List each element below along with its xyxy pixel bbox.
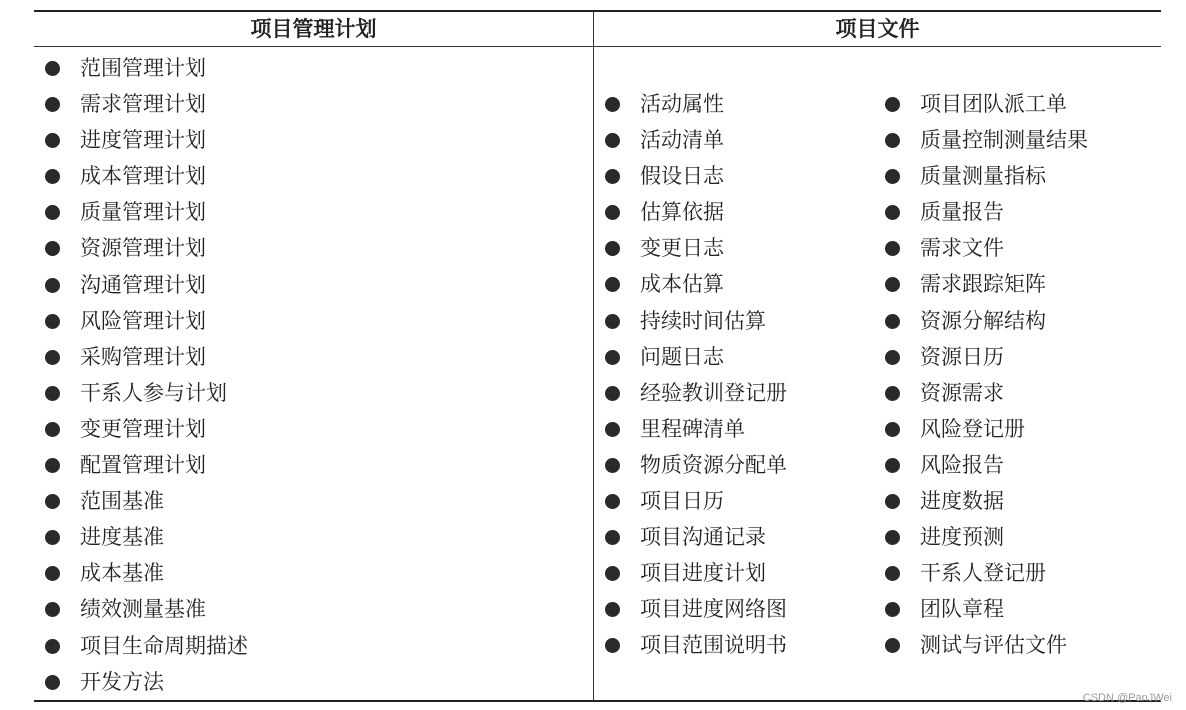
- bullet-icon: [45, 530, 60, 545]
- list-item-label: 需求跟踪矩阵: [920, 272, 1046, 297]
- list-item-label: 范围管理计划: [80, 56, 206, 80]
- list-item-label: 进度数据: [920, 489, 1004, 514]
- bullet-icon: [605, 458, 620, 473]
- list-item-label: 资源日历: [920, 344, 1004, 369]
- list-item-label: 活动属性: [640, 92, 724, 116]
- bullet-icon: [885, 638, 900, 653]
- bullet-icon: [45, 61, 60, 76]
- bullet-icon: [45, 241, 60, 256]
- list-item-label: 风险管理计划: [80, 308, 206, 333]
- bullet-icon: [45, 97, 60, 112]
- bullet-icon: [605, 314, 620, 329]
- bullet-icon: [605, 350, 620, 365]
- bullet-icon: [45, 602, 60, 617]
- list-item-label: 成本管理计划: [80, 164, 206, 189]
- bullet-icon: [605, 602, 620, 617]
- bullet-icon: [885, 277, 900, 292]
- bullet-icon: [45, 675, 60, 690]
- list-item-label: 活动清单: [640, 128, 724, 153]
- watermark: CSDN @PanJWei: [1082, 692, 1172, 704]
- list-item-label: 假设日志: [640, 164, 724, 189]
- bullet-icon: [605, 97, 620, 112]
- bullet-icon: [45, 566, 60, 581]
- header-project-documents: 项目文件: [835, 17, 920, 41]
- list-item-label: 变更日志: [640, 236, 724, 261]
- list-item-label: 进度基准: [80, 525, 164, 550]
- list-item-label: 项目日历: [640, 489, 724, 514]
- list-item-label: 持续时间估算: [640, 308, 766, 333]
- bullet-icon: [605, 169, 620, 184]
- bullet-icon: [45, 639, 60, 654]
- list-item-label: 测试与评估文件: [920, 633, 1067, 658]
- list-item-label: 项目沟通记录: [640, 525, 766, 550]
- bullet-icon: [885, 133, 900, 148]
- bullet-icon: [605, 277, 620, 292]
- list-item-label: 变更管理计划: [80, 416, 206, 441]
- bullet-icon: [885, 602, 900, 617]
- list-item-label: 质量管理计划: [80, 200, 206, 225]
- list-item-label: 资源分解结构: [920, 308, 1046, 333]
- bullet-icon: [885, 566, 900, 581]
- bullet-icon: [45, 350, 60, 365]
- bullet-icon: [605, 638, 620, 653]
- bullet-icon: [45, 386, 60, 401]
- list-item-label: 里程碑清单: [640, 416, 745, 441]
- bullet-icon: [605, 241, 620, 256]
- list-item-label: 质量报告: [920, 200, 1004, 225]
- bullet-icon: [605, 205, 620, 220]
- comparison-table: [34, 0, 1161, 710]
- bullet-icon: [885, 386, 900, 401]
- list-item-label: 成本基准: [80, 561, 164, 586]
- list-item-label: 采购管理计划: [80, 344, 206, 369]
- list-item-label: 资源需求: [920, 380, 1004, 405]
- bullet-icon: [885, 458, 900, 473]
- bullet-icon: [885, 494, 900, 509]
- bullet-icon: [885, 97, 900, 112]
- list-item-label: 风险登记册: [920, 416, 1025, 441]
- list-item-label: 风险报告: [920, 452, 1004, 477]
- list-item-label: 团队章程: [920, 597, 1004, 622]
- list-item-label: 进度预测: [920, 525, 1004, 550]
- header-project-management-plan: 项目管理计划: [250, 17, 377, 41]
- bullet-icon: [605, 566, 620, 581]
- list-item-label: 需求管理计划: [80, 92, 206, 117]
- list-item-label: 干系人参与计划: [80, 380, 227, 405]
- bullet-icon: [885, 350, 900, 365]
- list-item-label: 进度管理计划: [80, 128, 206, 153]
- list-item-label: 配置管理计划: [80, 453, 206, 478]
- bullet-icon: [45, 422, 60, 437]
- bullet-icon: [605, 494, 620, 509]
- bullet-icon: [45, 205, 60, 220]
- bullet-icon: [45, 458, 60, 473]
- list-item-label: 开发方法: [80, 669, 164, 694]
- bullet-icon: [605, 133, 620, 148]
- list-item-label: 成本估算: [640, 272, 724, 297]
- bullet-icon: [605, 386, 620, 401]
- bullet-icon: [605, 530, 620, 545]
- bullet-icon: [45, 133, 60, 148]
- bullet-icon: [885, 314, 900, 329]
- table-column-divider: [593, 10, 594, 701]
- list-item-label: 绩效测量基准: [80, 597, 206, 622]
- bullet-icon: [885, 422, 900, 437]
- list-item-label: 估算依据: [640, 200, 724, 225]
- list-item-label: 干系人登记册: [920, 561, 1046, 586]
- bullet-icon: [45, 169, 60, 184]
- bullet-icon: [605, 422, 620, 437]
- bullet-icon: [45, 494, 60, 509]
- list-item-label: 项目范围说明书: [640, 633, 787, 658]
- bullet-icon: [885, 530, 900, 545]
- list-item-label: 需求文件: [920, 236, 1004, 261]
- list-item-label: 项目进度网络图: [640, 597, 787, 622]
- list-item-label: 沟通管理计划: [80, 272, 206, 297]
- list-item-label: 质量控制测量结果: [920, 128, 1088, 153]
- list-item-label: 项目生命周期描述: [80, 633, 248, 658]
- list-item-label: 质量测量指标: [920, 164, 1046, 189]
- list-item-label: 资源管理计划: [80, 236, 206, 261]
- list-item-label: 项目进度计划: [640, 561, 766, 586]
- bullet-icon: [885, 205, 900, 220]
- table-bottom-rule: [34, 700, 1161, 702]
- list-item-label: 经验教训登记册: [640, 380, 787, 405]
- list-item-label: 问题日志: [640, 344, 724, 369]
- bullet-icon: [45, 314, 60, 329]
- table-header-rule: [34, 46, 1161, 47]
- bullet-icon: [885, 169, 900, 184]
- list-item-label: 物质资源分配单: [640, 452, 787, 477]
- bullet-icon: [45, 278, 60, 293]
- list-item-label: 项目团队派工单: [920, 92, 1067, 116]
- list-item-label: 范围基准: [80, 489, 164, 514]
- bullet-icon: [885, 241, 900, 256]
